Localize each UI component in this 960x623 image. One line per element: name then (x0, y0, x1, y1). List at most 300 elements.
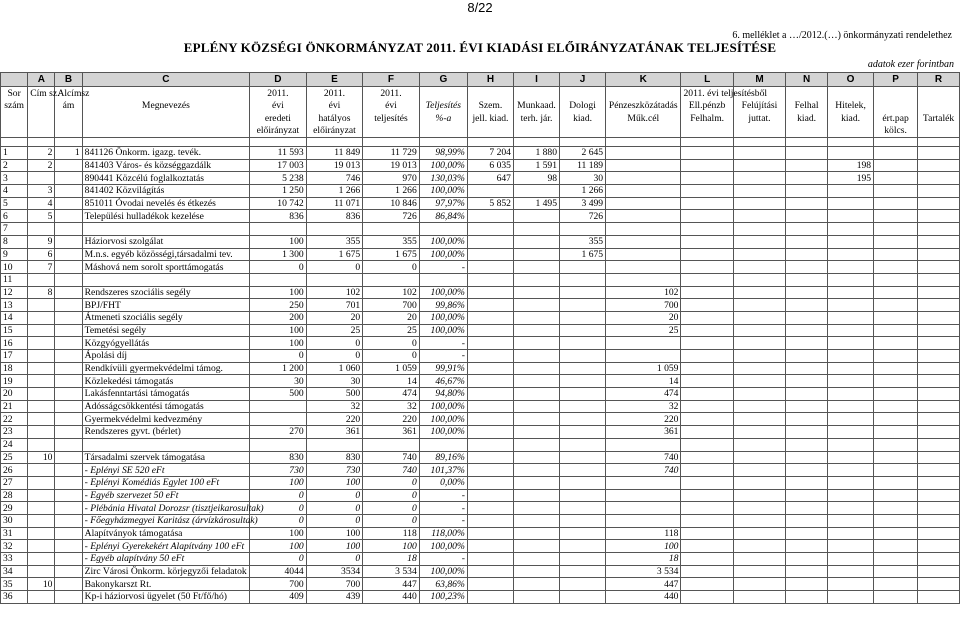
table-row (1, 400, 960, 413)
header-cell (419, 87, 467, 100)
table-cell (513, 438, 559, 451)
table-cell: 1 200 (250, 362, 307, 375)
table-cell: 2 (28, 147, 55, 160)
spacer-cell (828, 138, 874, 147)
table-cell (467, 527, 513, 540)
table-cell: 220 (363, 413, 420, 426)
table-cell (733, 502, 785, 515)
table-cell (55, 299, 82, 312)
table-cell (918, 185, 960, 198)
column-letter (1, 73, 28, 87)
table-cell: 851011 Óvodai nevelés és étkezés (82, 197, 250, 210)
table-cell (513, 210, 559, 223)
table-cell: 89,16% (419, 451, 467, 464)
spacer-cell (786, 138, 828, 147)
table-cell: 740 (363, 464, 420, 477)
table-cell: Zirc Városi Önkorm. körjegyzői feladatok (82, 565, 250, 578)
header-row (1, 112, 960, 125)
header-cell (82, 112, 250, 125)
table-cell (513, 337, 559, 350)
table-cell (681, 438, 733, 451)
table-cell (513, 553, 559, 566)
table-cell (828, 451, 874, 464)
table-cell (828, 261, 874, 274)
table-cell (606, 502, 681, 515)
table-cell (606, 248, 681, 261)
table-cell (733, 350, 785, 363)
table-cell: 474 (363, 388, 420, 401)
table-cell: 7 (28, 261, 55, 274)
table-cell (874, 451, 918, 464)
table-cell (828, 197, 874, 210)
table-cell (874, 261, 918, 274)
table-cell (606, 223, 681, 236)
table-cell (733, 159, 785, 172)
table-cell: 17 (1, 350, 28, 363)
table-cell: 10 846 (363, 197, 420, 210)
header-cell: Dologi (560, 100, 606, 113)
table-cell: 4 (1, 185, 28, 198)
table-cell (874, 235, 918, 248)
table-cell: 100 (250, 476, 307, 489)
table-cell (681, 591, 733, 604)
column-letter: L (681, 73, 733, 87)
header-cell: terh. jár. (513, 112, 559, 125)
table-cell: 355 (306, 235, 363, 248)
table-cell (55, 337, 82, 350)
table-cell (918, 235, 960, 248)
table-cell: 890441 Közcélú foglalkoztatás (82, 172, 250, 185)
table-cell: 6 035 (467, 159, 513, 172)
table-cell (733, 362, 785, 375)
table-cell (786, 527, 828, 540)
table-cell (918, 375, 960, 388)
table-cell: 31 (1, 527, 28, 540)
table-cell (786, 337, 828, 350)
header-cell (918, 125, 960, 138)
table-cell (28, 337, 55, 350)
table-cell (55, 438, 82, 451)
table-cell (560, 362, 606, 375)
table-cell (828, 324, 874, 337)
table-cell (786, 514, 828, 527)
table-cell: 18 (606, 553, 681, 566)
table-cell (55, 324, 82, 337)
table-cell (733, 489, 785, 502)
table-cell (828, 286, 874, 299)
header-cell: Felújítási (733, 100, 785, 113)
table-row (1, 261, 960, 274)
header-cell (681, 125, 733, 138)
table-cell (874, 578, 918, 591)
table-cell (467, 578, 513, 591)
spacer-cell (82, 138, 250, 147)
table-cell (55, 514, 82, 527)
table-cell (874, 438, 918, 451)
table-cell: 11 (1, 273, 28, 286)
table-cell: 3534 (306, 565, 363, 578)
table-cell (733, 286, 785, 299)
header-cell: 2011. évi teljesítésből (681, 87, 733, 100)
table-cell (606, 147, 681, 160)
table-cell (55, 400, 82, 413)
table-cell (918, 337, 960, 350)
table-cell (733, 553, 785, 566)
table-cell: 5 (28, 210, 55, 223)
table-cell (513, 248, 559, 261)
table-cell: 8 (1, 235, 28, 248)
table-cell (467, 451, 513, 464)
table-cell: - Főegyházmegyei Karitász (árvízkárosultak) (82, 514, 250, 527)
table-cell (828, 375, 874, 388)
table-cell (560, 273, 606, 286)
table-cell (250, 438, 307, 451)
table-cell (55, 286, 82, 299)
table-cell (828, 273, 874, 286)
header-cell: 2011. (306, 87, 363, 100)
table-cell (306, 438, 363, 451)
table-cell (828, 553, 874, 566)
table-cell: 7 204 (467, 147, 513, 160)
table-cell: 100 (306, 476, 363, 489)
table-cell (467, 540, 513, 553)
table-cell (918, 514, 960, 527)
table-cell (786, 159, 828, 172)
table-cell (918, 400, 960, 413)
table-cell (733, 311, 785, 324)
table-row (1, 159, 960, 172)
table-cell (55, 248, 82, 261)
table-cell: 0 (306, 350, 363, 363)
table-row (1, 273, 960, 286)
table-cell: 100,00% (419, 400, 467, 413)
table-row (1, 502, 960, 515)
table-cell (467, 375, 513, 388)
table-cell (681, 464, 733, 477)
table-cell (513, 426, 559, 439)
table-cell: 700 (363, 299, 420, 312)
table-cell: 14 (606, 375, 681, 388)
table-cell (250, 413, 307, 426)
table-cell (606, 476, 681, 489)
table-cell (874, 565, 918, 578)
table-cell (250, 223, 307, 236)
table-cell (467, 476, 513, 489)
column-letter: H (467, 73, 513, 87)
table-cell (733, 185, 785, 198)
header-cell (28, 112, 55, 125)
header-cell (55, 125, 82, 138)
table-cell (55, 413, 82, 426)
table-cell (874, 553, 918, 566)
header-cell (828, 125, 874, 138)
table-cell (828, 223, 874, 236)
table-cell (467, 210, 513, 223)
table-cell (733, 337, 785, 350)
table-cell: 19 013 (363, 159, 420, 172)
table-cell (513, 324, 559, 337)
table-cell (828, 311, 874, 324)
table-cell (55, 172, 82, 185)
table-cell: 100,00% (419, 565, 467, 578)
table-cell (513, 451, 559, 464)
table-cell: 701 (306, 299, 363, 312)
table-cell: 24 (1, 438, 28, 451)
table-cell (467, 362, 513, 375)
table-cell: 10 (1, 261, 28, 274)
table-cell (28, 527, 55, 540)
column-letter: F (363, 73, 420, 87)
table-cell: 20 (1, 388, 28, 401)
table-cell (786, 476, 828, 489)
header-cell: évi (306, 100, 363, 113)
table-cell: Alapítványok támogatása (82, 527, 250, 540)
table-cell (560, 426, 606, 439)
table-cell: 100,23% (419, 591, 467, 604)
table-cell (467, 553, 513, 566)
table-cell (786, 578, 828, 591)
table-cell: 100 (250, 540, 307, 553)
table-cell (874, 299, 918, 312)
spacer-cell (250, 138, 307, 147)
spacer-cell (419, 138, 467, 147)
table-cell: - Egyéb alapítvány 50 eFt (82, 553, 250, 566)
table-cell: 10 (28, 451, 55, 464)
table-row (1, 578, 960, 591)
table-cell: 17 003 (250, 159, 307, 172)
table-cell: 100,00% (419, 159, 467, 172)
table-cell: Kp-i háziorvosi ügyelet (50 Ft/fő/hó) (82, 591, 250, 604)
table-cell (733, 413, 785, 426)
table-cell (467, 235, 513, 248)
table-cell: 2 (1, 159, 28, 172)
table-cell (918, 147, 960, 160)
header-cell (55, 112, 82, 125)
table-cell (828, 438, 874, 451)
table-cell (918, 159, 960, 172)
table-cell: 1 675 (560, 248, 606, 261)
table-cell (918, 172, 960, 185)
table-cell (918, 464, 960, 477)
table-cell: 11 593 (250, 147, 307, 160)
table-cell (606, 273, 681, 286)
column-letter: O (828, 73, 874, 87)
table-row (1, 311, 960, 324)
table-cell (786, 273, 828, 286)
table-cell (874, 147, 918, 160)
table-row (1, 210, 960, 223)
table-cell (606, 172, 681, 185)
table-cell: 440 (363, 591, 420, 604)
table-row (1, 476, 960, 489)
table-cell (828, 413, 874, 426)
table-cell (513, 413, 559, 426)
table-cell: 3 534 (606, 565, 681, 578)
table-cell: 1 495 (513, 197, 559, 210)
table-cell (828, 527, 874, 540)
table-row (1, 451, 960, 464)
header-cell: Cím sz. (28, 87, 55, 100)
table-cell: 97,97% (419, 197, 467, 210)
header-cell: Szem. (467, 100, 513, 113)
table-cell (786, 286, 828, 299)
table-row (1, 362, 960, 375)
table-cell: 22 (1, 413, 28, 426)
table-row (1, 147, 960, 160)
table-cell (306, 273, 363, 286)
table-cell (918, 210, 960, 223)
table-cell (55, 311, 82, 324)
header-cell (28, 125, 55, 138)
table-cell: 0 (306, 489, 363, 502)
document-title: EPLÉNY KÖZSÉGI ÖNKORMÁNYZAT 2011. ÉVI KIADÁSI ELŐIRÁNYZATÁNAK TELJESÍTÉSE (183, 40, 777, 55)
table-row (1, 185, 960, 198)
spacer-cell (513, 138, 559, 147)
table-cell: 23 (1, 426, 28, 439)
table-cell (28, 438, 55, 451)
table-cell: 447 (606, 578, 681, 591)
table-cell (681, 147, 733, 160)
table-cell (874, 210, 918, 223)
table-cell (918, 273, 960, 286)
table-cell (786, 261, 828, 274)
table-row (1, 565, 960, 578)
column-letter: G (419, 73, 467, 87)
table-row (1, 514, 960, 527)
spacer-cell (874, 138, 918, 147)
table-cell (467, 261, 513, 274)
table-cell: 6 (28, 248, 55, 261)
table-cell: 836 (306, 210, 363, 223)
table-cell: 220 (306, 413, 363, 426)
table-cell (874, 350, 918, 363)
table-cell (874, 591, 918, 604)
page-number: 8/22 (467, 0, 493, 15)
table-cell (828, 400, 874, 413)
annex-note: 6. melléklet a …/2012.(…) önkormányzati rendelethez (732, 30, 952, 41)
table-cell: 32 (363, 400, 420, 413)
table-row (1, 350, 960, 363)
table-cell: 98 (513, 172, 559, 185)
table-cell (786, 400, 828, 413)
header-cell: évi (250, 100, 307, 113)
header-cell (733, 125, 785, 138)
table-cell: 98,99% (419, 147, 467, 160)
table-cell (28, 502, 55, 515)
table-cell: 355 (363, 235, 420, 248)
table-cell (467, 299, 513, 312)
table-cell (681, 248, 733, 261)
table-cell: 0 (363, 502, 420, 515)
table-cell (681, 578, 733, 591)
table-cell: 1 880 (513, 147, 559, 160)
table-cell (733, 147, 785, 160)
table-cell (786, 451, 828, 464)
table-cell (560, 350, 606, 363)
table-cell (828, 185, 874, 198)
table-cell (28, 172, 55, 185)
table-cell (55, 476, 82, 489)
table-cell: 36 (1, 591, 28, 604)
table-cell (918, 527, 960, 540)
table-row (1, 438, 960, 451)
table-cell (28, 565, 55, 578)
table-cell (513, 362, 559, 375)
spacer-cell (55, 138, 82, 147)
table-cell (874, 172, 918, 185)
table-cell (733, 248, 785, 261)
table-cell: 3 (1, 172, 28, 185)
table-cell (560, 591, 606, 604)
header-cell: kiad. (828, 112, 874, 125)
table-cell (874, 185, 918, 198)
table-cell: 101,37% (419, 464, 467, 477)
table-row (1, 299, 960, 312)
table-cell: 16 (1, 337, 28, 350)
table-cell (786, 565, 828, 578)
table-cell (786, 388, 828, 401)
table-cell (560, 286, 606, 299)
table-cell (733, 464, 785, 477)
header-cell: Hitelek, (828, 100, 874, 113)
table-cell (560, 464, 606, 477)
header-cell: kölcs. (874, 125, 918, 138)
table-cell (828, 362, 874, 375)
table-cell (28, 476, 55, 489)
table-cell (874, 413, 918, 426)
table-cell (681, 235, 733, 248)
header-cell: előirányzat (250, 125, 307, 138)
table-row (1, 197, 960, 210)
table-cell (874, 476, 918, 489)
table-cell (467, 337, 513, 350)
table-cell: 99,91% (419, 362, 467, 375)
table-cell: 100,00% (419, 324, 467, 337)
table-cell (786, 553, 828, 566)
table-cell: 0 (306, 502, 363, 515)
table-cell (467, 311, 513, 324)
expenditure-table (0, 72, 960, 604)
table-cell (828, 235, 874, 248)
table-cell (55, 553, 82, 566)
table-cell: - (419, 514, 467, 527)
table-cell: 25 (1, 451, 28, 464)
table-cell (733, 451, 785, 464)
table-cell (786, 248, 828, 261)
table-cell (733, 400, 785, 413)
table-cell (874, 514, 918, 527)
header-cell: előirányzat (306, 125, 363, 138)
table-cell (560, 413, 606, 426)
spacer-row (1, 138, 960, 147)
table-cell: 1 (55, 147, 82, 160)
column-letter: A (28, 73, 55, 87)
header-cell (874, 100, 918, 113)
table-cell (786, 540, 828, 553)
table-cell (733, 565, 785, 578)
spacer-cell (918, 138, 960, 147)
table-cell (513, 591, 559, 604)
table-cell (733, 438, 785, 451)
header-cell (1, 112, 28, 125)
table-cell: 1 266 (560, 185, 606, 198)
table-cell: 11 849 (306, 147, 363, 160)
table-cell (681, 413, 733, 426)
table-cell (467, 426, 513, 439)
table-cell (828, 299, 874, 312)
header-cell (874, 87, 918, 100)
table-cell (560, 514, 606, 527)
